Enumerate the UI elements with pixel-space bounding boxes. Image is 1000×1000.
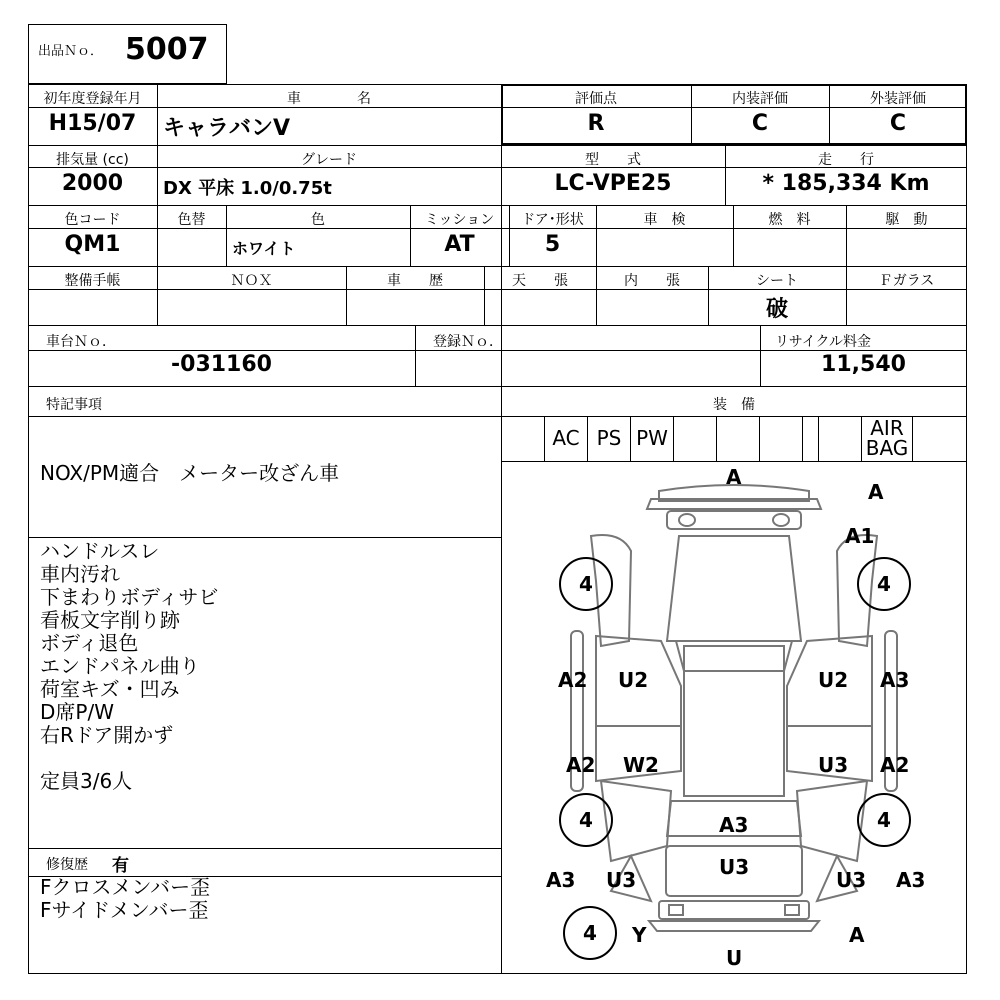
mark-left-a3-lower: A3	[546, 868, 576, 892]
grade-value: DX 平床 1.0/0.75t	[163, 178, 332, 199]
mark-left-a2-lower: A2	[566, 753, 596, 777]
mark-right-a2: A2	[880, 753, 910, 777]
label-doors: ドア･形状	[521, 212, 584, 228]
car-name-value: キャラバンV	[163, 116, 291, 141]
label-first-reg: 初年度登録年月	[43, 91, 142, 107]
mark-a1: A1	[845, 524, 875, 548]
list-item: ボディ退色	[40, 631, 139, 655]
label-seat: シート	[756, 273, 798, 289]
list-item	[40, 747, 218, 770]
list-item: Fクロスメンバー歪	[40, 875, 211, 899]
chassis-value: -031160	[171, 352, 272, 377]
equipment-slot	[803, 416, 818, 461]
mileage-value: * 185,334 Km	[762, 171, 930, 196]
model-value: LC-VPE25	[554, 171, 672, 196]
label-color-code: 色コード	[64, 212, 121, 228]
mark-rear-u3: U3	[719, 855, 750, 879]
mark-bottom-y: Y	[632, 923, 647, 947]
equipment-slot	[717, 416, 760, 461]
label-mileage: 走 行	[818, 152, 874, 168]
mark-right-u3-lower: U3	[836, 868, 867, 892]
repair-list	[40, 876, 210, 922]
score-value: R	[587, 111, 605, 136]
notes-line1: NOX/PM適合 メーター改ざん車	[40, 461, 340, 485]
label-headliner: 天 張	[512, 273, 568, 289]
mark-right-u3-upper: U3	[818, 753, 849, 777]
color-value: ホワイト	[232, 239, 296, 258]
mark-front: A	[726, 465, 742, 489]
label-chassis: 車台Ｎｏ．	[46, 334, 116, 350]
label-trim: 内 張	[624, 273, 680, 289]
label-recycle: リサイクル料金	[775, 334, 872, 350]
label-score: 評価点	[575, 91, 617, 107]
equipment-pw: PW	[631, 416, 674, 461]
label-drive: 駆 動	[885, 212, 928, 228]
equipment-slot	[760, 416, 803, 461]
label-inspection: 車 検	[643, 212, 686, 228]
tire-rear-right: 4	[857, 793, 911, 847]
seat-value: 破	[765, 297, 788, 322]
list-item: 荷室キズ・凹み	[40, 677, 180, 701]
label-history: 車 歴	[387, 273, 443, 289]
label-nox: ＮＯＸ	[230, 273, 273, 289]
mission-value: AT	[444, 232, 475, 257]
list-item: 定員3/6人	[40, 769, 133, 793]
mark-right-a3-lower: A3	[896, 868, 926, 892]
notes-label: 特記事項	[46, 397, 102, 413]
list-item: D席P/W	[40, 700, 114, 724]
mark-right-u2: U2	[818, 668, 849, 692]
label-exterior: 外装評価	[870, 91, 926, 107]
lot-number: 5007	[125, 32, 209, 67]
equipment-row	[544, 416, 913, 461]
list-item: Fサイドメンバー歪	[40, 898, 209, 922]
vehicle-diagram	[501, 461, 967, 974]
equipment-ps: PS	[588, 416, 631, 461]
equipment-airbag: AIR BAG	[862, 416, 913, 461]
repair-label: 修復歴	[46, 857, 88, 873]
list-item: 看板文字削り跡	[40, 608, 180, 632]
exterior-value: C	[889, 111, 907, 136]
tire-front-right: 4	[857, 557, 911, 611]
label-color-change: 色替	[177, 212, 206, 228]
mark-left-w2: W2	[623, 753, 659, 777]
label-color: 色	[311, 212, 325, 228]
label-service-book: 整備手帳	[64, 273, 121, 289]
list-item: 車内汚れ	[40, 562, 120, 586]
equipment-ac: AC	[545, 416, 588, 461]
label-interior: 内装評価	[732, 91, 788, 107]
label-model: 型 式	[585, 152, 641, 168]
equipment-label: 装 備	[713, 397, 755, 413]
list-item: ハンドルスレ	[40, 539, 160, 563]
mark-front-right: A	[868, 480, 884, 504]
recycle-value: 11,540	[821, 352, 906, 377]
mark-bottom-a: A	[849, 923, 865, 947]
mark-left-a2-upper: A2	[558, 668, 588, 692]
equipment-slot	[818, 416, 862, 461]
mark-bottom-u: U	[726, 946, 743, 970]
mark-rear-a3: A3	[719, 813, 749, 837]
label-grade: グレード	[301, 152, 357, 168]
mark-left-u3-lower: U3	[606, 868, 637, 892]
label-fuel: 燃 料	[768, 212, 811, 228]
tire-rear-left: 4	[559, 793, 613, 847]
equipment-slot	[674, 416, 717, 461]
mark-left-u2: U2	[618, 668, 649, 692]
label-fglass: Ｆガラス	[878, 273, 935, 289]
label-registration: 登録Ｎｏ．	[433, 334, 503, 350]
first-reg-value: H15/07	[48, 111, 137, 136]
label-car-name: 車 名	[287, 91, 371, 107]
label-mission: ミッション	[424, 212, 495, 228]
notes-list	[40, 540, 218, 793]
repair-value: 有	[112, 856, 129, 876]
doors-value: 5	[544, 232, 561, 257]
mark-right-a3-upper: A3	[880, 668, 910, 692]
color-code-value: QM1	[64, 232, 121, 257]
interior-value: C	[751, 111, 769, 136]
displacement-value: 2000	[61, 171, 124, 196]
list-item: 右Rドア開かず	[40, 723, 174, 747]
list-item: エンドパネル曲り	[40, 654, 200, 678]
label-displacement: 排気量 (cc)	[56, 152, 129, 168]
tire-spare: 4	[563, 906, 617, 960]
lot-label: 出品Ｎｏ．	[38, 44, 104, 59]
tire-front-left: 4	[559, 557, 613, 611]
list-item: 下まわりボディサビ	[40, 585, 219, 609]
